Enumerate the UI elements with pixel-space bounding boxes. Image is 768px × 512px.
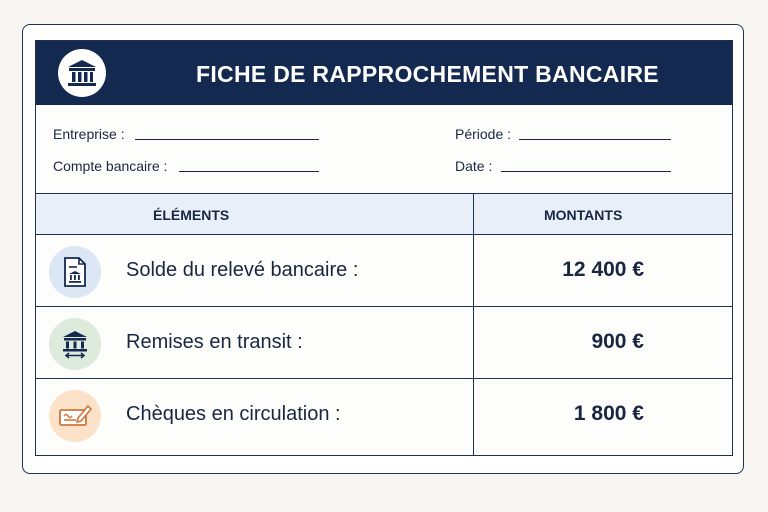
row-label: Chèques en circulation : [126,403,341,425]
bank-statement-icon [49,246,101,298]
row-label: Remises en transit : [126,331,303,353]
compte-field[interactable] [179,171,319,172]
date-field[interactable] [501,171,671,172]
page-title: FICHE DE RAPPROCHEMENT BANCAIRE [196,61,659,87]
reconciliation-sheet [35,40,733,456]
row-amount: 1 800 € [573,402,644,425]
sheet-header [36,41,732,105]
row-amount: 12 400 € [562,258,644,281]
date-label: Date : [455,158,493,174]
periode-field[interactable] [519,139,671,140]
column-elements: ÉLÉMENTS [153,207,230,223]
row-label: Solde du relevé bancaire : [126,259,359,281]
check-writing-icon [49,390,101,442]
table-row [36,307,732,379]
entreprise-field[interactable] [135,139,319,140]
table-row [36,235,732,307]
entreprise-label: Entreprise : [53,126,125,142]
periode-label: Période : [455,126,512,142]
bank-icon [58,49,106,97]
row-amount: 900 € [591,330,644,353]
bank-transfer-icon [49,318,101,370]
table-row [36,379,732,451]
column-montants: MONTANTS [544,207,623,223]
table-header [36,193,732,235]
compte-label: Compte bancaire : [53,158,168,174]
